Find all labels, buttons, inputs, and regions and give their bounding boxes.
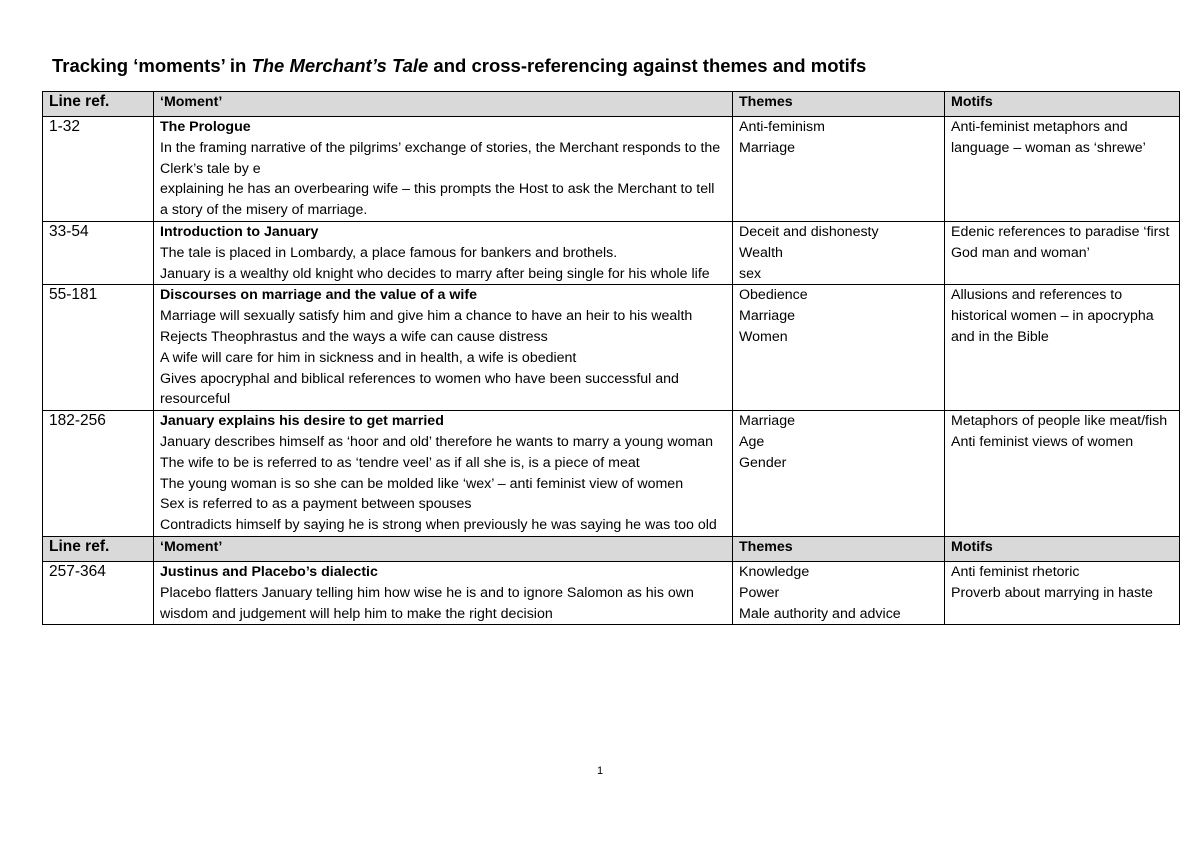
line-ref-cell: 182-256 (43, 411, 154, 537)
moment-cell (154, 561, 733, 624)
table-row (43, 221, 1180, 284)
theme-item: Power (739, 584, 780, 601)
themes-cell (733, 285, 945, 411)
header-line-ref: Line ref. (43, 92, 154, 117)
moment-line: In the framing narrative of the pilgrims’ exchange of stories, the Merchant responds to the Clerk’s tale by e (160, 139, 721, 177)
moment-line: The wife to be is referred to as ‘tendre veel’ as if all she is, is a piece of meat (160, 454, 640, 471)
theme-item: Marriage (739, 308, 795, 325)
motifs-cell (945, 285, 1180, 411)
moment-cell (154, 411, 733, 537)
moment-line: January is a wealthy old knight who decides to marry after being single for his whole life (160, 265, 710, 282)
header-themes: Themes (733, 536, 945, 561)
theme-item: Age (739, 433, 765, 450)
page-number: 1 (596, 765, 604, 777)
theme-item: Male authority and advice (739, 605, 901, 622)
themes-cell (733, 411, 945, 537)
moment-line: Marriage will sexually satisfy him and give him a chance to have an heir to his wealth (160, 308, 693, 325)
table-row (43, 411, 1180, 537)
moment-title: January explains his desire to get married (160, 413, 444, 430)
moment-line: Rejects Theophrastus and the ways a wife can cause distress (160, 328, 548, 345)
motif-item: Anti feminist views of women (951, 433, 1134, 450)
moment-line: January describes himself as ‘hoor and old’ therefore he wants to marry a young woman (160, 433, 714, 450)
theme-item: Knowledge (739, 563, 810, 580)
theme-item: Gender (739, 454, 787, 471)
motifs-cell (945, 411, 1180, 537)
theme-item: Marriage (739, 139, 795, 156)
moment-line: A wife will care for him in sickness and in health, a wife is obedient (160, 349, 577, 366)
header-moment: ‘Moment’ (154, 536, 733, 561)
title-suffix: and cross-referencing against themes and motifs (428, 55, 867, 76)
header-line-ref: Line ref. (43, 536, 154, 561)
theme-item: Marriage (739, 413, 795, 430)
header-motifs: Motifs (945, 92, 1180, 117)
moment-cell (154, 117, 733, 222)
line-ref-cell: 55-181 (43, 285, 154, 411)
header-motifs: Motifs (945, 536, 1180, 561)
theme-item: Deceit and dishonesty (739, 223, 879, 240)
moment-title: Discourses on marriage and the value of a wife (160, 287, 477, 304)
header-moment: ‘Moment’ (154, 92, 733, 117)
moment-line: Contradicts himself by saying he is strong when previously he was saying he was too old (160, 517, 717, 534)
line-ref-cell: 1-32 (43, 117, 154, 222)
title-italic: The Merchant’s Tale (251, 55, 429, 76)
title-prefix: Tracking ‘moments’ in (52, 55, 252, 76)
themes-cell (733, 221, 945, 284)
moment-line: Sex is referred to as a payment between spouses (160, 496, 472, 513)
themes-cell (733, 561, 945, 624)
moments-table (42, 91, 1180, 625)
moment-line: Gives apocryphal and biblical references to women who have been successful and resourceful (160, 370, 679, 408)
motifs-cell (945, 117, 1180, 222)
moment-title: Justinus and Placebo’s dialectic (160, 563, 378, 580)
page-title (52, 55, 866, 77)
motif-item: Anti feminist rhetoric (951, 563, 1080, 580)
moment-line: The tale is placed in Lombardy, a place famous for bankers and brothels. (160, 244, 618, 261)
motifs-cell (945, 561, 1180, 624)
header-themes: Themes (733, 92, 945, 117)
motif-item: Anti-feminist metaphors and language – woman as ‘shrewe’ (951, 119, 1146, 156)
motif-item: Edenic references to paradise ‘first God man and woman’ (951, 223, 1170, 261)
theme-item: Women (739, 328, 788, 345)
moment-cell (154, 285, 733, 411)
moment-cell (154, 221, 733, 284)
moment-line: explaining he has an overbearing wife – this prompts the Host to ask the Merchant to tell a story of the misery of marriage. (160, 181, 715, 219)
moment-title: Introduction to January (160, 223, 319, 240)
motif-item: Proverb about marrying in haste (951, 584, 1153, 601)
moment-title: The Prologue (160, 119, 251, 135)
theme-item: Wealth (739, 244, 783, 261)
line-ref-cell: 257-364 (43, 561, 154, 624)
theme-item: Anti-feminism (739, 119, 825, 135)
theme-item: sex (739, 265, 762, 282)
motif-item: Metaphors of people like meat/fish (951, 413, 1168, 430)
theme-item: Obedience (739, 287, 808, 304)
header-row-repeat (43, 536, 1180, 561)
table-row (43, 117, 1180, 222)
motif-item: Allusions and references to historical women – in apocrypha and in the Bible (951, 287, 1154, 345)
moment-line: Placebo flatters January telling him how wise he is and to ignore Salomon as his own wisdom and judgement will help him to make the right decision (160, 584, 694, 622)
header-row (43, 92, 1180, 117)
line-ref-cell: 33-54 (43, 221, 154, 284)
table-row (43, 285, 1180, 411)
themes-cell (733, 117, 945, 222)
moment-line: The young woman is so she can be molded like ‘wex’ – anti feminist view of women (160, 475, 684, 492)
motifs-cell (945, 221, 1180, 284)
table-row (43, 561, 1180, 624)
